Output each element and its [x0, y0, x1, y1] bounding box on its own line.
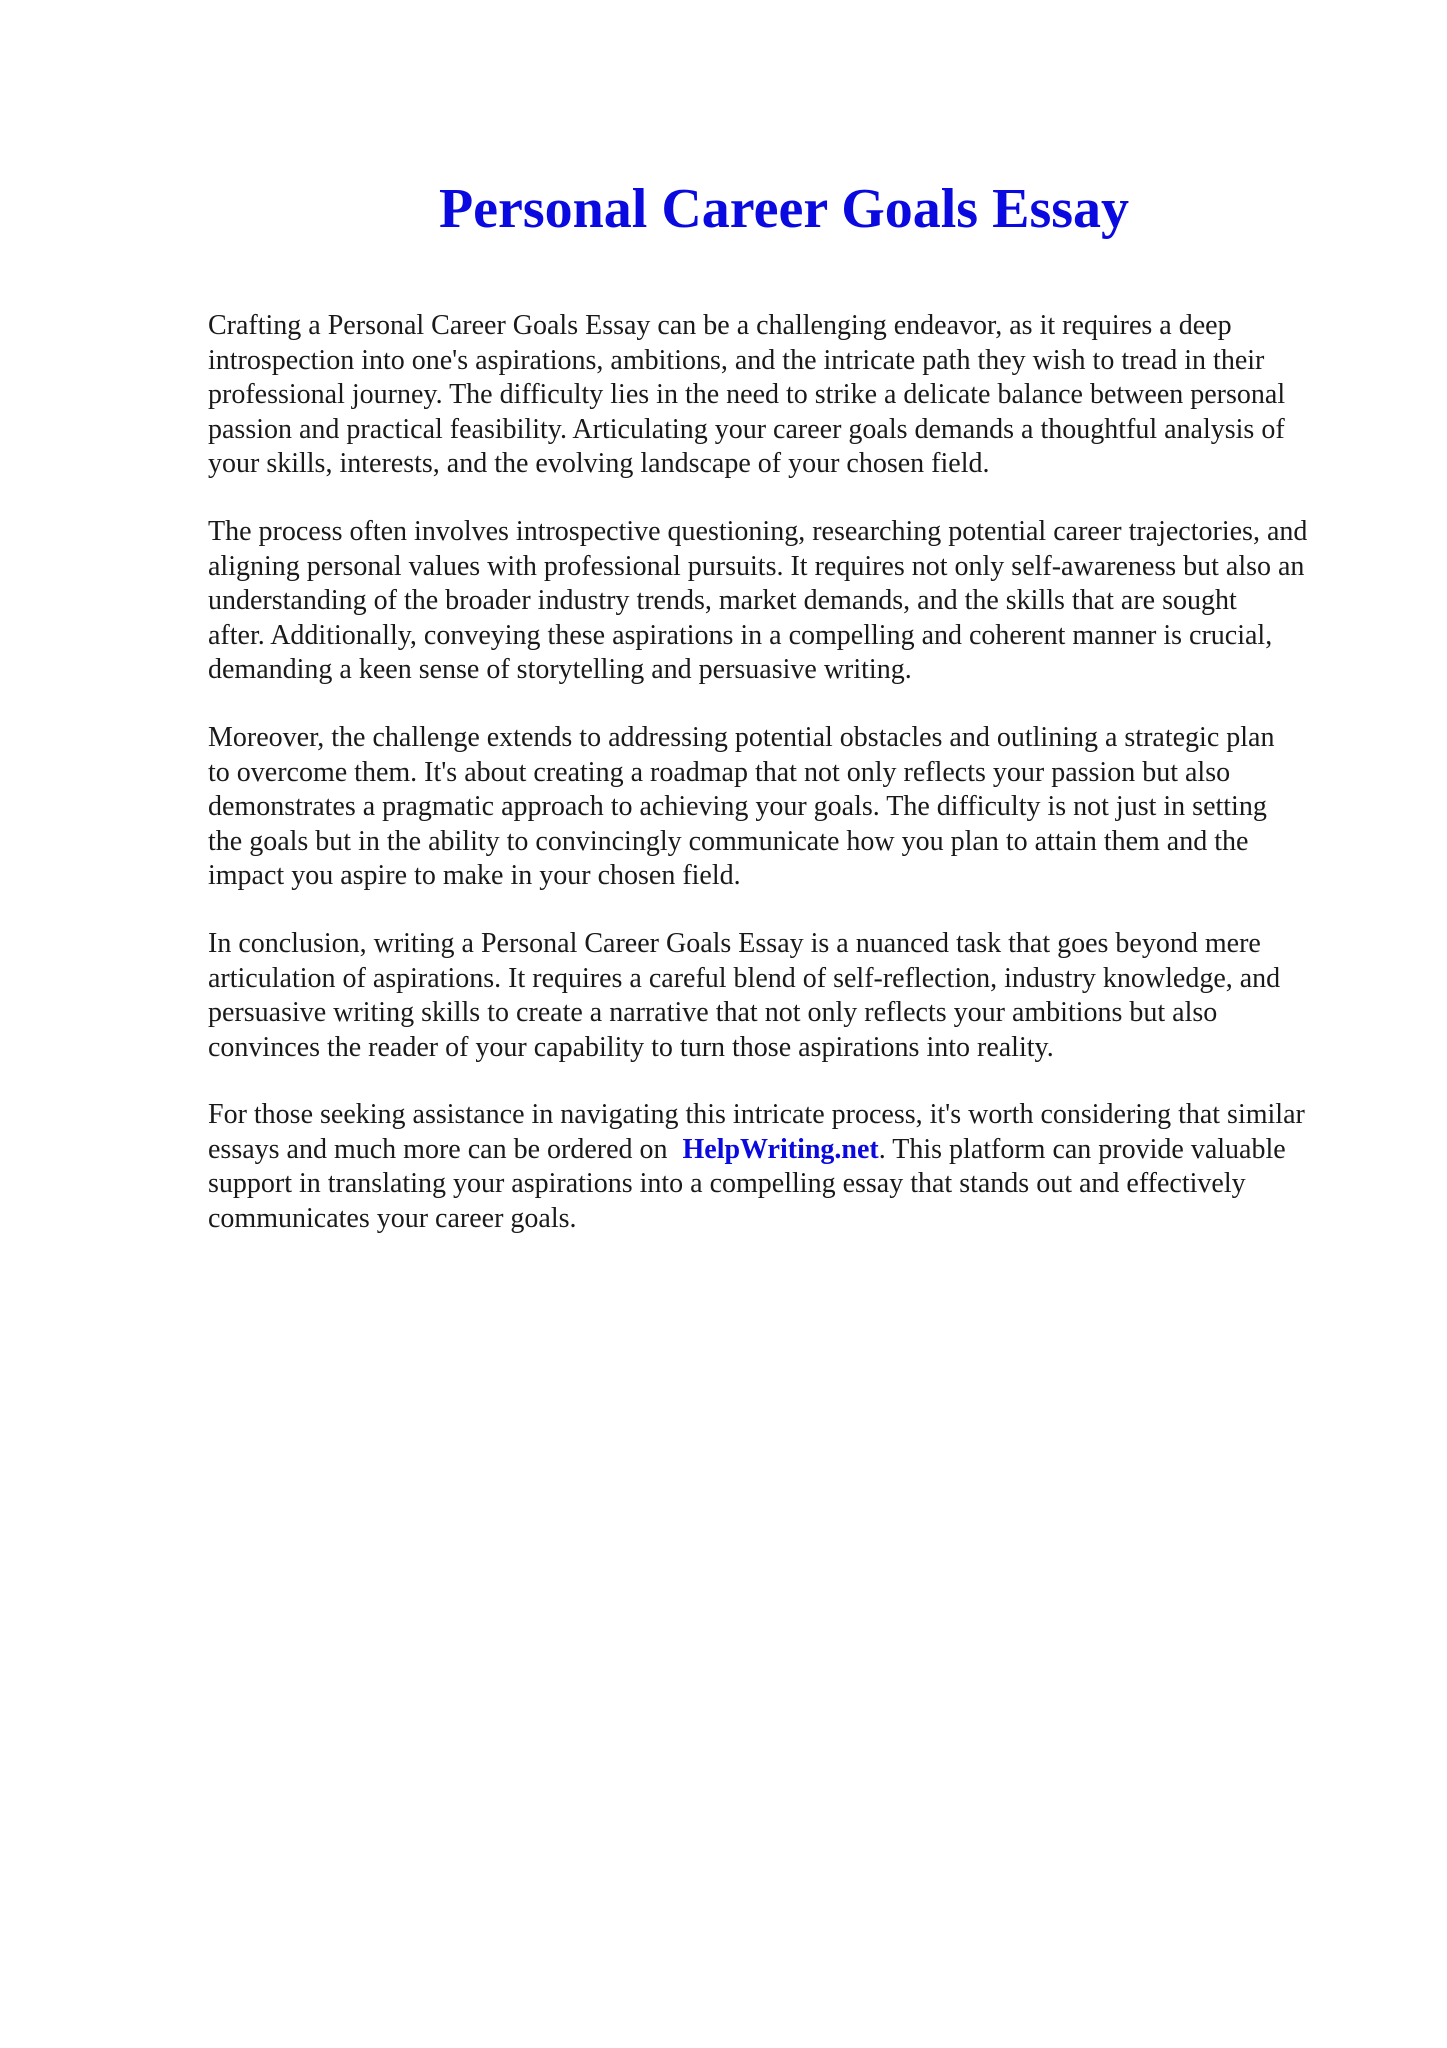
helpwriting-link[interactable]: HelpWriting.net	[682, 1133, 879, 1165]
text-line: professional journey. The difficulty lies in the need to strike a delicate balance between personal	[208, 379, 1286, 411]
text-line: Moreover, the challenge extends to addressing potential obstacles and outlining a strategic plan	[208, 721, 1275, 753]
text-line: to overcome them. It's about creating a roadmap that not only reflects your passion but also	[208, 756, 1231, 788]
text-line	[208, 1133, 1388, 1168]
text-line: the goals but in the ability to convincingly communicate how you plan to attain them and the	[208, 825, 1249, 857]
text-line: support in translating your aspirations into a compelling essay that stands out and effectively	[208, 1168, 1246, 1200]
text-line: understanding of the broader industry trends, market demands, and the skills that are sought	[208, 585, 1237, 617]
text-segment: . This platform can provide valuable	[878, 1133, 1286, 1165]
paragraph-1	[208, 309, 1388, 482]
text-line: In conclusion, writing a Personal Career Goals Essay is a nuanced task that goes beyond mere	[208, 927, 1261, 959]
text-line: persuasive writing skills to create a narrative that not only reflects your ambitions but also	[208, 997, 1218, 1029]
text-line: after. Additionally, conveying these aspirations in a compelling and coherent manner is crucial,	[208, 619, 1273, 651]
text-line: introspection into one's aspirations, ambitions, and the intricate path they wish to tread in their	[208, 344, 1265, 376]
text-segment: essays and much more can be ordered on	[208, 1133, 675, 1165]
text-line: articulation of aspirations. It requires a careful blend of self-reflection, industry knowledge, and	[208, 962, 1281, 994]
text-line: Crafting a Personal Career Goals Essay can be a challenging endeavor, as it requires a deep	[208, 310, 1232, 341]
text-line: For those seeking assistance in navigating this intricate process, it's worth considering that similar	[208, 1099, 1305, 1131]
text-line: aligning personal values with professional pursuits. It requires not only self-awareness but also an	[208, 550, 1305, 582]
text-line: demanding a keen sense of storytelling and persuasive writing.	[208, 654, 912, 686]
essay-body	[208, 309, 1388, 1270]
text-line: impact you aspire to make in your chosen field.	[208, 860, 741, 892]
paragraph-3	[208, 721, 1388, 894]
paragraph-4	[208, 927, 1388, 1065]
text-line: convinces the reader of your capability to turn those aspirations into reality.	[208, 1031, 1054, 1063]
paragraph-2	[208, 515, 1388, 688]
text-line: communicates your career goals.	[208, 1203, 577, 1235]
text-line: your skills, interests, and the evolving landscape of your chosen field.	[208, 448, 990, 480]
text-line: passion and practical feasibility. Articulating your career goals demands a thoughtful analysis of	[208, 413, 1285, 445]
text-line: The process often involves introspective questioning, researching potential career trajectories, and	[208, 515, 1308, 547]
page-title: Personal Career Goals Essay	[438, 178, 1130, 240]
paragraph-final	[208, 1098, 1388, 1236]
text-line: demonstrates a pragmatic approach to achieving your goals. The difficulty is not just in setting	[208, 791, 1267, 823]
